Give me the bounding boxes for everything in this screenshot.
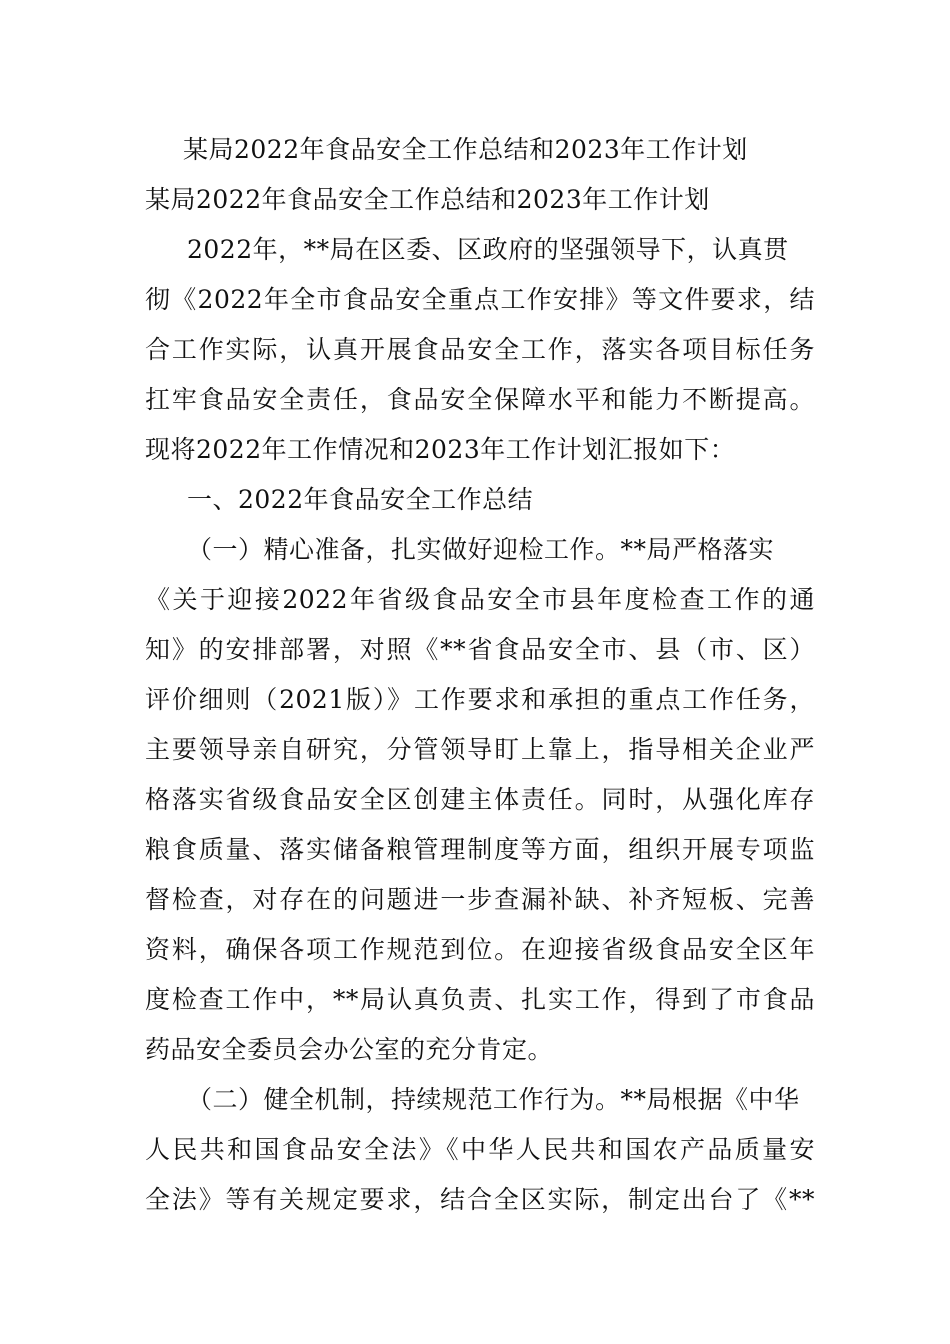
paragraph-line: 现将2022年工作情况和2023年工作计划汇报如下：: [145, 435, 736, 464]
section-heading: 一、2022年食品安全工作总结: [187, 485, 534, 514]
paragraph-line: 药品安全委员会办公室的充分肯定。: [145, 1035, 554, 1064]
paragraph-line: 度检查工作中，**局认真负责、扎实工作，得到了市食品: [145, 985, 815, 1014]
paragraph-line: 合工作实际，认真开展食品安全工作，落实各项目标任务: [145, 335, 815, 364]
paragraph-line: 扛牢食品安全责任，食品安全保障水平和能力不断提高。: [145, 385, 815, 414]
paragraph-line: 评价细则（2021版）》工作要求和承担的重点工作任务，: [145, 685, 815, 714]
paragraph-line: 2022年，**局在区委、区政府的坚强领导下，认真贯: [187, 235, 789, 264]
paragraph-line: 主要领导亲自研究，分管领导盯上靠上，指导相关企业严: [145, 735, 815, 764]
paragraph-line: 格落实省级食品安全区创建主体责任。同时，从强化库存: [145, 785, 815, 814]
paragraph-line: （二）健全机制，持续规范工作行为。**局根据《中华: [187, 1085, 800, 1114]
document-title-line-2: 某局2022年食品安全工作总结和2023年工作计划: [145, 185, 710, 214]
paragraph-line: 彻《2022年全市食品安全重点工作安排》等文件要求，结: [145, 285, 815, 314]
paragraph-line: 粮食质量、落实储备粮管理制度等方面，组织开展专项监: [145, 835, 815, 864]
paragraph-line: 全法》等有关规定要求，结合全区实际，制定出台了《**: [145, 1185, 815, 1214]
paragraph-line: 人民共和国食品安全法》《中华人民共和国农产品质量安: [145, 1135, 815, 1164]
paragraph-line: 督检查，对存在的问题进一步查漏补缺、补齐短板、完善: [145, 885, 815, 914]
paragraph-line: 资料，确保各项工作规范到位。在迎接省级食品安全区年: [145, 935, 815, 964]
document-title-line-1: 某局2022年食品安全工作总结和2023年工作计划: [183, 135, 748, 164]
paragraph-line: 《关于迎接2022年省级食品安全市县年度检查工作的通: [145, 585, 815, 614]
paragraph-line: 知》的安排部署，对照《**省食品安全市、县（市、区）: [145, 635, 815, 664]
paragraph-line: （一）精心准备，扎实做好迎检工作。**局严格落实: [187, 535, 775, 564]
